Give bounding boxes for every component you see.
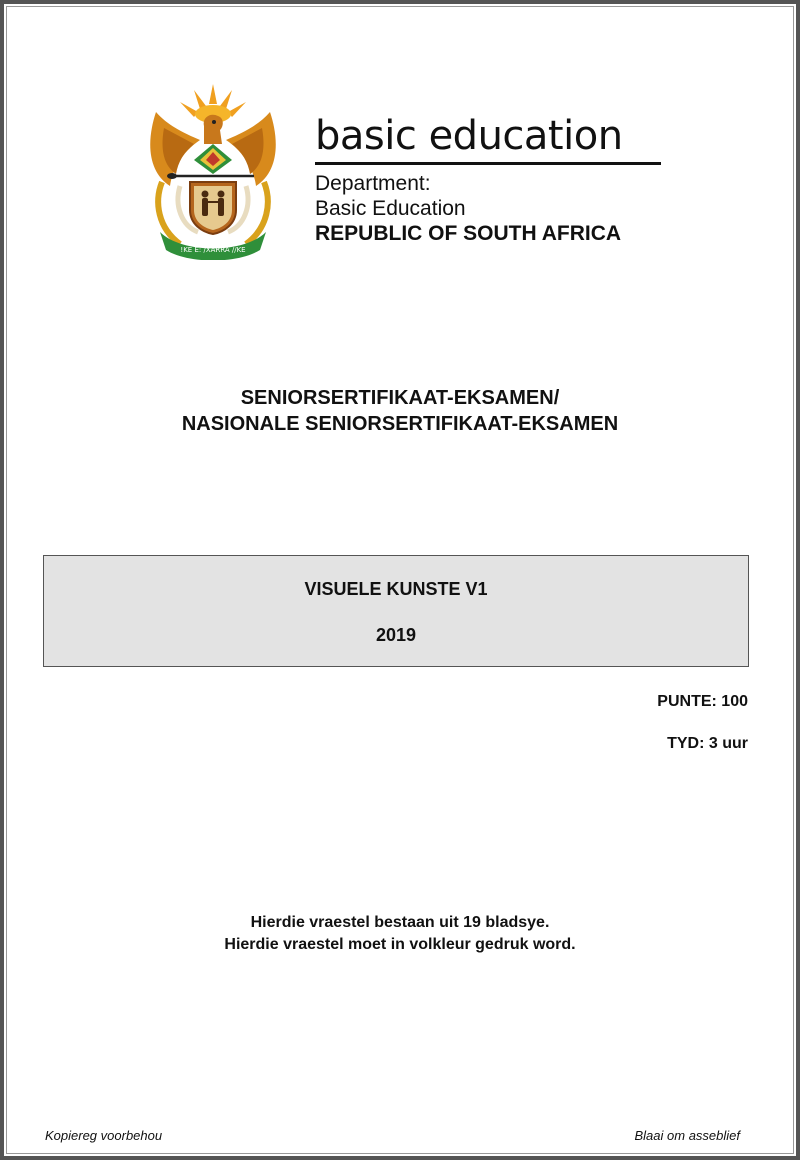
turn-over-note: Blaai om asseblief <box>634 1128 740 1143</box>
subject-name: VISUELE KUNSTE V1 <box>304 579 488 599</box>
brand-title: basic education <box>315 113 623 159</box>
brand-divider <box>315 162 661 165</box>
country-name: REPUBLIC OF SOUTH AFRICA <box>315 222 622 245</box>
department-label: Department: <box>315 172 431 195</box>
paper-notes <box>4 912 796 956</box>
exam-title-line1: SENIORSERTIFIKAAT-EKSAMEN/ <box>240 387 560 409</box>
exam-title-line2: NASIONALE SENIORSERTIFIKAAT-EKSAMEN <box>181 413 619 435</box>
subject-year: 2019 <box>375 625 417 645</box>
print-note: Hierdie vraestel moet in volkleur gedruk word. <box>224 936 576 953</box>
department-branding <box>315 112 665 246</box>
page-count-note: Hierdie vraestel bestaan uit 19 bladsye. <box>250 914 550 931</box>
exam-duration: TYD: 3 uur <box>667 735 748 752</box>
south-africa-coat-of-arms-icon <box>142 82 284 260</box>
exam-title <box>4 385 796 437</box>
subject-box <box>43 555 749 667</box>
crest-motto: !KE E: /XARRA //KE <box>180 246 246 254</box>
department-name: Basic Education <box>315 197 466 220</box>
total-points: PUNTE: 100 <box>657 693 748 710</box>
copyright-note: Kopiereg voorbehou <box>45 1128 163 1143</box>
